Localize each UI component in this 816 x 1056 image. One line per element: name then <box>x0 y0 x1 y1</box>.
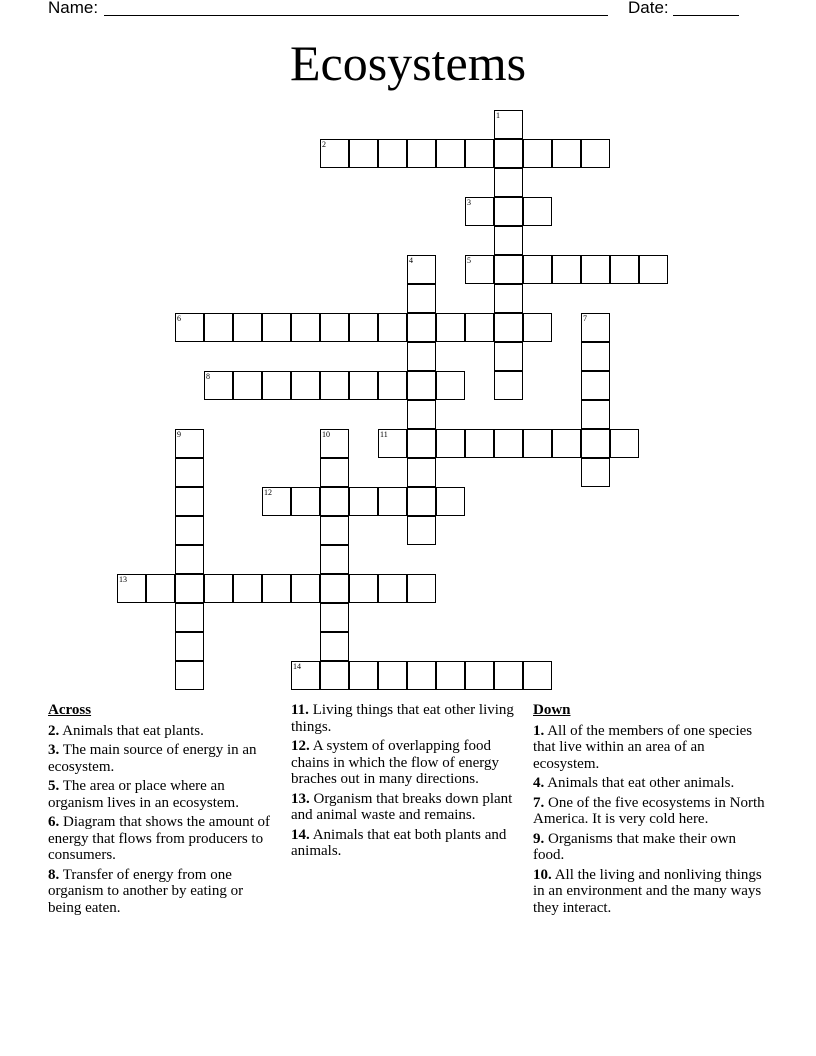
crossword-cell[interactable] <box>146 574 175 603</box>
clue-down-4: 4. Animals that eat other animals. <box>533 775 735 791</box>
crossword-cell[interactable] <box>233 371 262 400</box>
clue-across-5: 5. The area or place where an organism lives in an ecosystem. <box>48 778 239 811</box>
crossword-cell[interactable] <box>523 255 552 284</box>
crossword-cell[interactable] <box>465 313 494 342</box>
cell-number: 10 <box>322 430 330 439</box>
clue-down-9: 9. Organisms that make their own food. <box>533 830 737 863</box>
crossword-cell[interactable] <box>494 284 523 313</box>
crossword-cell[interactable] <box>291 487 320 516</box>
clue-across-14: 14. Animals that eat both plants and animals. <box>291 826 507 859</box>
name-label: Name: <box>48 0 99 17</box>
crossword-cell[interactable] <box>175 574 204 603</box>
crossword-cell[interactable] <box>494 168 523 197</box>
crossword-cell[interactable] <box>349 371 378 400</box>
crossword-cell[interactable] <box>610 255 639 284</box>
cell-number: 6 <box>177 314 181 323</box>
clues-column-1 <box>48 702 280 919</box>
cell-number: 12 <box>264 488 272 497</box>
crossword-cell[interactable] <box>175 661 204 690</box>
cell-number: 14 <box>293 662 301 671</box>
crossword-cell[interactable] <box>378 429 407 458</box>
crossword-cell[interactable] <box>320 661 349 690</box>
crossword-cell[interactable] <box>552 139 581 168</box>
cell-number: 11 <box>380 430 388 439</box>
crossword-cell[interactable] <box>320 632 349 661</box>
crossword-cell[interactable] <box>436 313 465 342</box>
crossword-cell[interactable] <box>407 458 436 487</box>
cell-number: 3 <box>467 198 471 207</box>
crossword-cell[interactable] <box>436 139 465 168</box>
crossword-cell[interactable] <box>320 545 349 574</box>
crossword-cell[interactable] <box>523 313 552 342</box>
clue-across-13: 13. Organism that breaks down plant and animal waste and remains. <box>291 790 513 823</box>
crossword-cell[interactable] <box>581 342 610 371</box>
crossword-cell[interactable] <box>494 429 523 458</box>
cell-number: 4 <box>409 256 413 265</box>
clue-across-12: 12. A system of overlapping food chains in which the flow of energy braches out in many directions. <box>291 738 500 787</box>
crossword-cell[interactable] <box>349 661 378 690</box>
crossword-cell[interactable] <box>494 226 523 255</box>
down-heading: Down <box>533 702 571 718</box>
crossword-cell[interactable] <box>581 458 610 487</box>
crossword-cell[interactable] <box>291 371 320 400</box>
crossword-cell[interactable] <box>262 487 291 516</box>
crossword-cell[interactable] <box>175 487 204 516</box>
crossword-cell[interactable] <box>407 255 436 284</box>
cell-number: 5 <box>467 256 471 265</box>
crossword-cell[interactable] <box>175 429 204 458</box>
clue-across-11: 11. Living things that eat other living things. <box>291 702 514 735</box>
cell-number: 13 <box>119 575 127 584</box>
crossword-cell[interactable] <box>407 516 436 545</box>
crossword-cell[interactable] <box>494 139 523 168</box>
crossword-cell[interactable] <box>204 313 233 342</box>
crossword-cell[interactable] <box>581 371 610 400</box>
clues-column-2 <box>291 702 523 863</box>
crossword-cell[interactable] <box>204 371 233 400</box>
crossword-cell[interactable] <box>523 197 552 226</box>
crossword-cell[interactable] <box>494 371 523 400</box>
crossword-cell[interactable] <box>639 255 668 284</box>
crossword-cell[interactable] <box>436 429 465 458</box>
crossword-cell[interactable] <box>552 255 581 284</box>
crossword-cell[interactable] <box>175 545 204 574</box>
crossword-cell[interactable] <box>523 661 552 690</box>
page-title: Ecosystems <box>289 35 527 91</box>
crossword-cell[interactable] <box>320 487 349 516</box>
clue-across-8: 8. Transfer of energy from one organism to another by eating or being eaten. <box>48 866 244 916</box>
crossword-cell[interactable] <box>262 313 291 342</box>
crossword-cell[interactable] <box>320 313 349 342</box>
crossword-cell[interactable] <box>407 429 436 458</box>
clue-across-6: 6. Diagram that shows the amount of energy that flows from producers to consumers. <box>48 814 271 863</box>
crossword-cell[interactable] <box>349 487 378 516</box>
crossword-cell[interactable] <box>175 458 204 487</box>
crossword-cell[interactable] <box>581 429 610 458</box>
crossword-cell[interactable] <box>494 110 523 139</box>
crossword-cell[interactable] <box>465 139 494 168</box>
crossword-cell[interactable] <box>494 342 523 371</box>
crossword-cell[interactable] <box>291 661 320 690</box>
clue-down-1: 1. All of the members of one species that live within an area of an ecosystem. <box>533 722 753 772</box>
crossword-cell[interactable] <box>320 516 349 545</box>
crossword-cell[interactable] <box>291 574 320 603</box>
crossword-cell[interactable] <box>581 313 610 342</box>
crossword-cell[interactable] <box>581 400 610 429</box>
cell-number: 2 <box>322 140 326 149</box>
clue-down-7: 7. One of the five ecosystems in North America. It is very cold here. <box>533 794 765 827</box>
crossword-cell[interactable] <box>465 661 494 690</box>
crossword-cell[interactable] <box>320 429 349 458</box>
crossword-cell[interactable] <box>610 429 639 458</box>
crossword-cell[interactable] <box>494 197 523 226</box>
crossword-cell[interactable] <box>378 574 407 603</box>
crossword-cell[interactable] <box>320 139 349 168</box>
crossword-cell[interactable] <box>175 313 204 342</box>
crossword-cell[interactable] <box>407 400 436 429</box>
crossword-cell[interactable] <box>320 574 349 603</box>
crossword-cell[interactable] <box>407 139 436 168</box>
across-heading: Across <box>48 702 92 718</box>
crossword-cell[interactable] <box>436 661 465 690</box>
crossword-cell[interactable] <box>291 313 320 342</box>
cell-number: 9 <box>177 430 181 439</box>
crossword-cell[interactable] <box>581 255 610 284</box>
crossword-cell[interactable] <box>436 487 465 516</box>
crossword-cell[interactable] <box>523 139 552 168</box>
crossword-cell[interactable] <box>407 313 436 342</box>
crossword-cell[interactable] <box>378 487 407 516</box>
crossword-cell[interactable] <box>378 661 407 690</box>
crossword-cell[interactable] <box>407 342 436 371</box>
crossword-cell[interactable] <box>581 139 610 168</box>
clue-down-10: 10. All the living and nonliving things in an environment and the many ways they interact. <box>533 866 762 916</box>
cell-number: 7 <box>583 314 587 323</box>
cell-number: 1 <box>496 111 500 120</box>
crossword-cell[interactable] <box>233 313 262 342</box>
crossword-cell[interactable] <box>378 313 407 342</box>
crossword-cell[interactable] <box>349 574 378 603</box>
crossword-cell[interactable] <box>204 574 233 603</box>
crossword-cell[interactable] <box>436 371 465 400</box>
crossword-cell[interactable] <box>175 632 204 661</box>
clues-column-3 <box>533 702 765 919</box>
crossword-cell[interactable] <box>407 284 436 313</box>
clue-across-2: 2. Animals that eat plants. <box>48 722 204 739</box>
crossword-cell[interactable] <box>175 516 204 545</box>
crossword-cell[interactable] <box>378 139 407 168</box>
crossword-cell[interactable] <box>407 487 436 516</box>
crossword-cell[interactable] <box>175 603 204 632</box>
crossword-cell[interactable] <box>465 255 494 284</box>
crossword-cell[interactable] <box>349 139 378 168</box>
crossword-cell[interactable] <box>349 313 378 342</box>
crossword-cell[interactable] <box>465 197 494 226</box>
crossword-cell[interactable] <box>320 458 349 487</box>
crossword-cell[interactable] <box>407 574 436 603</box>
crossword-cell[interactable] <box>407 371 436 400</box>
date-label: Date: <box>628 0 669 17</box>
crossword-cell[interactable] <box>407 661 436 690</box>
crossword-cell[interactable] <box>262 371 291 400</box>
crossword-cell[interactable] <box>552 429 581 458</box>
crossword-cell[interactable] <box>320 603 349 632</box>
crossword-cell[interactable] <box>378 371 407 400</box>
crossword-cell[interactable] <box>320 371 349 400</box>
cell-number: 8 <box>206 372 210 381</box>
crossword-cell[interactable] <box>465 429 494 458</box>
crossword-cell[interactable] <box>494 313 523 342</box>
crossword-cell[interactable] <box>117 574 146 603</box>
clue-across-3: 3. The main source of energy in an ecosystem. <box>48 742 257 775</box>
crossword-cell[interactable] <box>523 429 552 458</box>
crossword-cell[interactable] <box>494 255 523 284</box>
crossword-cell[interactable] <box>233 574 262 603</box>
crossword-cell[interactable] <box>494 661 523 690</box>
crossword-cell[interactable] <box>262 574 291 603</box>
